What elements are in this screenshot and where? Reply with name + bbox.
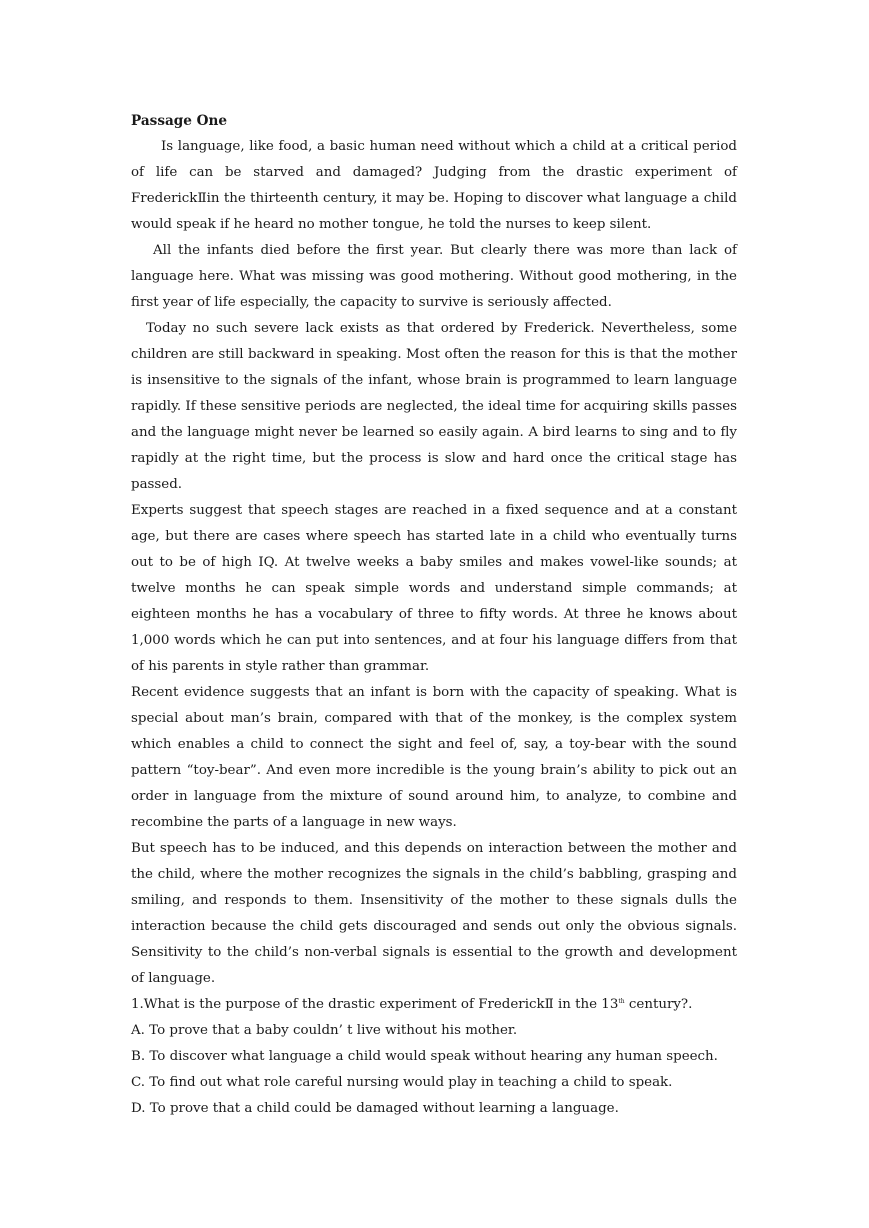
question-stem <box>131 992 737 1018</box>
paragraph-6: But speech has to be induced, and this depends on interaction between the mother and the child, where the mother recognizes the signals in the child’s babbling, grasping and smiling, and responds to them. Insensitivity of the mother to these signals dulls the interaction because the child gets discouraged and sends out only the obvious signals. Sensitivity to the child’s non-verbal signals is essential to the growth and development of language. <box>131 841 737 986</box>
paragraph-3: Today no such severe lack exists as that ordered by Frederick. Nevertheless, some children are still backward in speaking. Most often the reason for this is that the mother is insensitive to the signals of the infant, whose brain is programmed to learn language rapidly. If these sensitive periods are neglected, the ideal time for acquiring skills passes and the language might never be learned so easily again. A bird learns to sing and to fly rapidly at the right time, but the process is slow and hard once the critical stage has passed. <box>131 321 737 492</box>
option-b: B. To discover what language a child would speak without hearing any human speech. <box>131 1049 718 1064</box>
paragraph-2: All the infants died before the first year. But clearly there was more than lack of language here. What was missing was good mothering. Without good mothering, in the first year of life especially, the capacity to survive is seriously affected. <box>131 243 737 310</box>
question-stem-text: 1.What is the purpose of the drastic experiment of FrederickⅡ in the 13 <box>131 997 619 1012</box>
paragraph-5: Recent evidence suggests that an infant is born with the capacity of speaking. What is special about man’s brain, compared with that of the monkey, is the complex system which enables a child to connect the sight and feel of, say, a toy-bear with the sound pattern “toy-bear”. And even more incredible is the young brain’s ability to pick out an order in language from the mixture of sound around him, to analyze, to combine and recombine the parts of a language in new ways. <box>131 685 737 830</box>
passage-title: Passage One <box>131 113 228 129</box>
question-stem-end: century?. <box>624 997 693 1012</box>
question-stem-superscript: th <box>618 998 625 1005</box>
document-body <box>131 108 737 1122</box>
option-c: C. To find out what role careful nursing would play in teaching a child to speak. <box>131 1075 673 1090</box>
option-a: A. To prove that a baby couldn’ t live without his mother. <box>131 1023 518 1038</box>
paragraph-1: Is language, like food, a basic human need without which a child at a critical period of life can be starved and damaged? Judging from the drastic experiment of FrederickⅡin the thirteenth century, it may be. Hoping to discover what language a child would speak if he heard no mother tongue, he told the nurses to keep silent. <box>131 139 737 232</box>
option-d: D. To prove that a child could be damaged without learning a language. <box>131 1101 619 1116</box>
paragraph-4: Experts suggest that speech stages are reached in a fixed sequence and at a constant age, but there are cases where speech has started late in a child who eventually turns out to be of high IQ. At twelve weeks a baby smiles and makes vowel-like sounds; at twelve months he can speak simple words and understand simple commands; at eighteen months he has a vocabulary of three to fifty words. At three he knows about 1,000 words which he can put into sentences, and at four his language differs from that of his parents in style rather than grammar. <box>131 503 737 674</box>
